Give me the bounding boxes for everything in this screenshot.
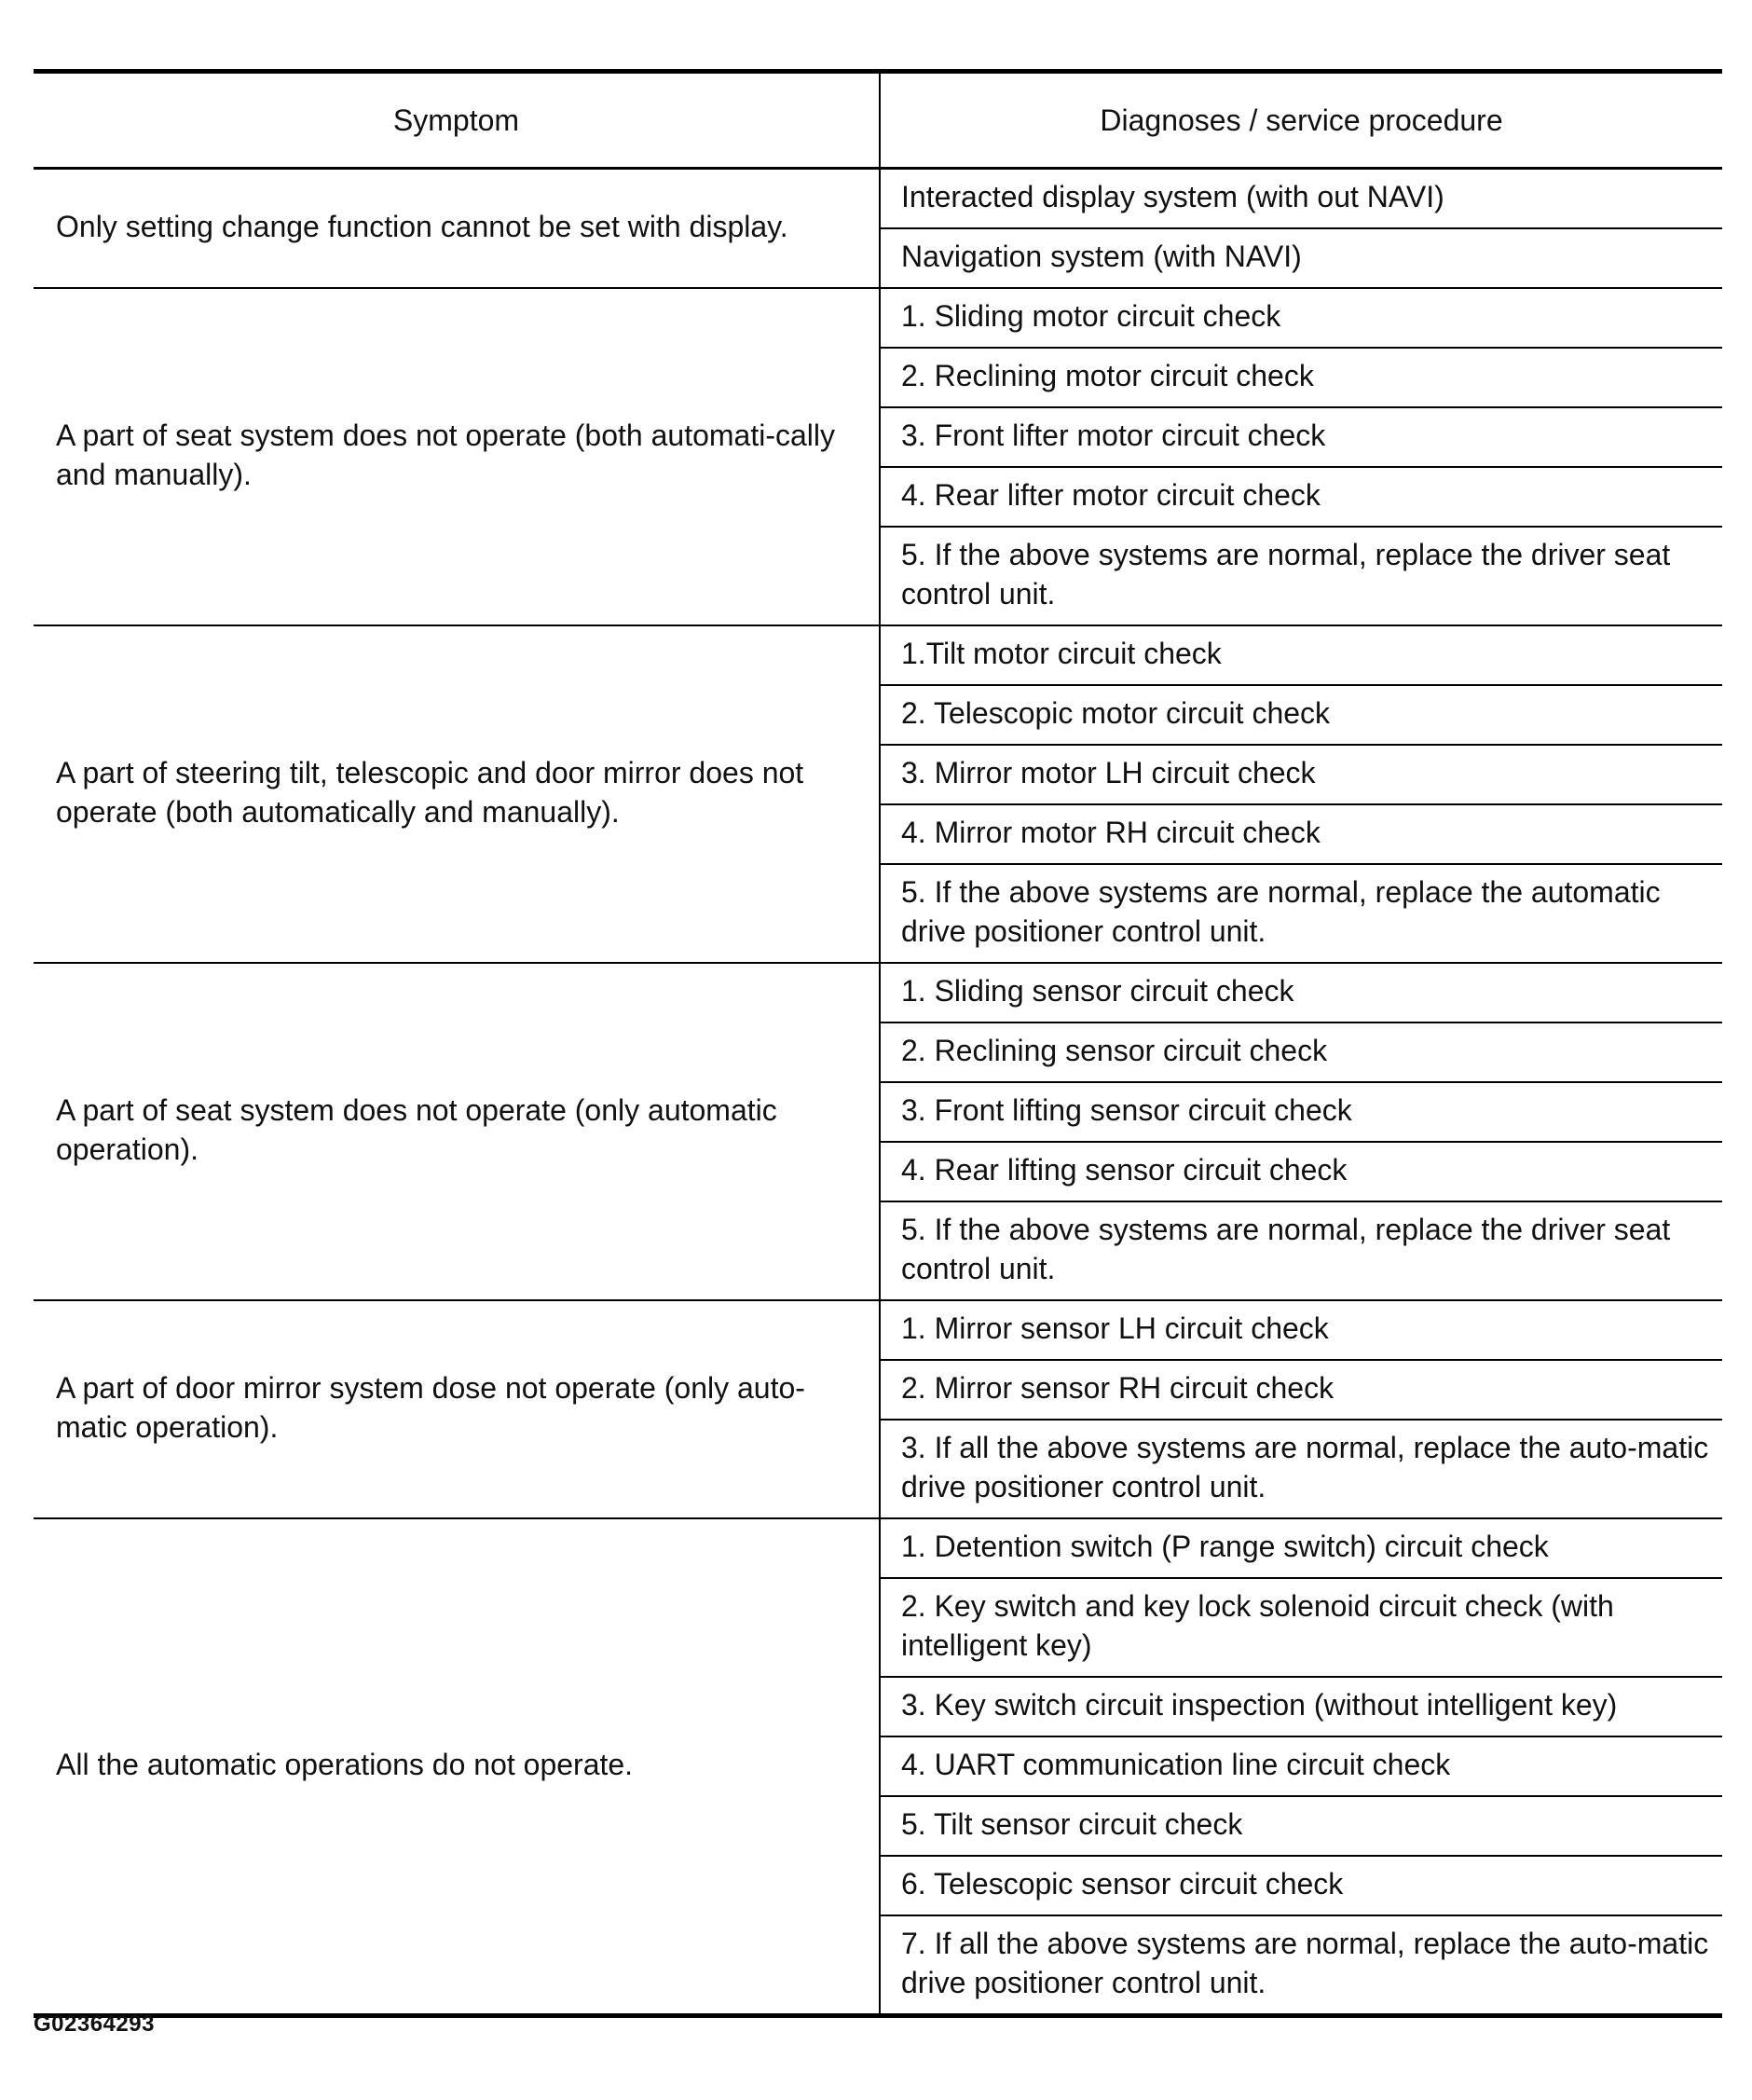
procedure-cell: 2. Mirror sensor RH circuit check [880,1360,1722,1420]
procedure-cell: 3. Front lifting sensor circuit check [880,1082,1722,1142]
symptom-cell: Only setting change function cannot be set with display. [34,169,880,289]
symptom-diagnosis-table [34,69,1722,2018]
header-symptom: Symptom [34,72,880,169]
procedure-cell: 2. Key switch and key lock solenoid circuit check (with intelligent key) [880,1578,1722,1677]
symptom-cell: A part of seat system does not operate (only automatic operation). [34,963,880,1300]
procedure-cell: 4. Rear lifting sensor circuit check [880,1142,1722,1201]
procedure-cell: 2. Reclining sensor circuit check [880,1023,1722,1082]
procedure-cell: 4. Mirror motor RH circuit check [880,804,1722,864]
procedure-cell: Navigation system (with NAVI) [880,228,1722,288]
procedure-cell: 6. Telescopic sensor circuit check [880,1856,1722,1915]
procedure-cell: 2. Telescopic motor circuit check [880,685,1722,745]
table-row [34,288,1722,348]
symptom-cell: A part of steering tilt, telescopic and door mirror does not operate (both automatically and manually). [34,625,880,963]
procedure-cell: 3. Key switch circuit inspection (without intelligent key) [880,1677,1722,1736]
procedure-cell: 3. Mirror motor LH circuit check [880,745,1722,804]
header-procedure: Diagnoses / service procedure [880,72,1722,169]
procedure-cell: 1. Mirror sensor LH circuit check [880,1300,1722,1360]
procedure-cell: 1. Sliding sensor circuit check [880,963,1722,1023]
header-row [34,72,1722,169]
table-row [34,1518,1722,1578]
procedure-cell: 1. Detention switch (P range switch) circuit check [880,1518,1722,1578]
table-row [34,1300,1722,1360]
procedure-cell: Interacted display system (with out NAVI) [880,169,1722,229]
symptom-cell: All the automatic operations do not operate. [34,1518,880,2016]
symptom-cell: A part of seat system does not operate (both automati-cally and manually). [34,288,880,625]
procedure-cell: 3. If all the above systems are normal, replace the auto-matic drive positioner control unit. [880,1420,1722,1518]
table-row [34,963,1722,1023]
procedure-cell: 5. If the above systems are normal, replace the automatic drive positioner control unit. [880,864,1722,963]
procedure-cell: 5. If the above systems are normal, replace the driver seat control unit. [880,1201,1722,1300]
procedure-cell: 4. UART communication line circuit check [880,1736,1722,1796]
procedure-cell: 7. If all the above systems are normal, replace the auto-matic drive positioner control unit. [880,1915,1722,2016]
procedure-cell: 5. If the above systems are normal, replace the driver seat control unit. [880,527,1722,625]
diagnosis-sheet [34,69,1722,2018]
procedure-cell: 3. Front lifter motor circuit check [880,407,1722,467]
procedure-cell: 1. Sliding motor circuit check [880,288,1722,348]
symptom-cell: A part of door mirror system dose not operate (only auto-matic operation). [34,1300,880,1518]
table-row [34,169,1722,229]
figure-id: G02364293 [34,2011,155,2037]
table-row [34,625,1722,685]
procedure-cell: 2. Reclining motor circuit check [880,348,1722,407]
procedure-cell: 4. Rear lifter motor circuit check [880,467,1722,527]
procedure-cell: 1.Tilt motor circuit check [880,625,1722,685]
procedure-cell: 5. Tilt sensor circuit check [880,1796,1722,1856]
